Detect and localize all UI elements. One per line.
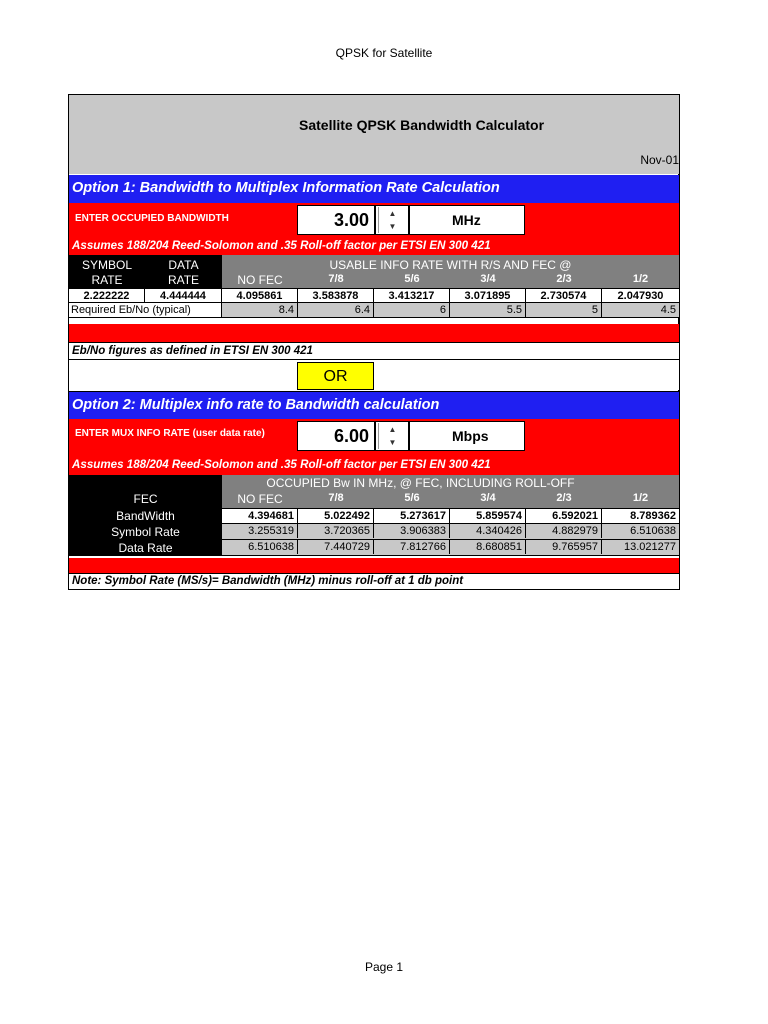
spinner-down-icon[interactable]: ▼ bbox=[378, 436, 406, 449]
bandwidth-input[interactable]: 3.00 bbox=[297, 205, 375, 235]
symbol-rate-header-line2: RATE bbox=[91, 273, 123, 287]
data-rate-row-cells bbox=[222, 540, 679, 556]
mux-rate-spinner[interactable] bbox=[375, 421, 409, 451]
option2-input-label: ENTER MUX INFO RATE (user data rate) bbox=[75, 428, 265, 439]
fec2-header-3-4: 3/4 bbox=[480, 492, 496, 504]
option2-header-right bbox=[222, 475, 679, 508]
option1-ebno-row bbox=[69, 303, 679, 318]
option1-title: Option 1: Bandwidth to Multiplex Information Rate Calculation bbox=[69, 175, 679, 203]
title-area bbox=[69, 95, 679, 174]
option1-footnote: Eb/No figures as defined in ETSI EN 300 421 bbox=[69, 342, 679, 359]
data-rate-7-8: 7.440729 bbox=[298, 540, 374, 554]
table-row bbox=[69, 524, 679, 540]
option2-input-row bbox=[69, 419, 679, 455]
fec-header-5-6: 5/6 bbox=[404, 273, 420, 285]
bandwidth-1-2: 8.789362 bbox=[630, 510, 676, 522]
bandwidth-spinner[interactable] bbox=[375, 205, 409, 235]
symbol-rate-7-8: 3.720365 bbox=[298, 524, 374, 538]
bandwidth-3-4: 5.859574 bbox=[450, 509, 526, 523]
date-label: Nov-01 bbox=[640, 153, 679, 167]
data-rate-3-4: 8.680851 bbox=[450, 540, 526, 554]
data-rate-2-3: 9.765957 bbox=[526, 540, 602, 554]
symbol-rate-5-6: 3.906383 bbox=[374, 524, 450, 538]
bandwidth-2-3: 6.592021 bbox=[526, 509, 602, 523]
usable-rate-1-2: 2.047930 bbox=[617, 290, 664, 302]
option1-assumption: Assumes 188/204 Reed-Solomon and .35 Roll-off factor per ETSI EN 300 421 bbox=[69, 237, 679, 255]
calculator-title: Satellite QPSK Bandwidth Calculator bbox=[299, 117, 545, 133]
symbol-rate-header-line1: SYMBOL bbox=[81, 258, 132, 272]
data-rate-row-label: Data Rate bbox=[69, 540, 222, 556]
ebno-label: Required Eb/No (typical) bbox=[69, 303, 222, 317]
ebno-nofec: 8.4 bbox=[222, 303, 298, 317]
usable-rate-7-8: 3.583878 bbox=[298, 289, 374, 303]
bandwidth-row-cells bbox=[222, 508, 679, 524]
data-rate-5-6: 7.812766 bbox=[374, 540, 450, 554]
data-rate-header-line2: RATE bbox=[167, 273, 200, 287]
option2-title: Option 2: Multiplex info rate to Bandwidth calculation bbox=[69, 391, 679, 419]
symbol-rate-row-cells bbox=[222, 524, 679, 540]
option1-input-row bbox=[69, 203, 679, 237]
fec-header-nofec: NO FEC bbox=[237, 273, 283, 287]
data-rate-value: 4.444444 bbox=[145, 289, 222, 303]
symbol-rate-1-2: 6.510638 bbox=[630, 525, 676, 537]
fec-header-1-2: 1/2 bbox=[632, 273, 649, 285]
symbol-rate-2-3: 4.882979 bbox=[526, 524, 602, 538]
table-row bbox=[69, 540, 679, 556]
fec-header-3-4: 3/4 bbox=[480, 273, 496, 285]
option1-input-label: ENTER OCCUPIED BANDWIDTH bbox=[75, 213, 229, 224]
occupied-bw-group-header: OCCUPIED Bw IN MHz, @ FEC, INCLUDING ROLL-OFF bbox=[266, 476, 575, 490]
usable-rate-5-6: 3.413217 bbox=[374, 289, 450, 303]
option2-red-band bbox=[69, 558, 679, 573]
mux-rate-input[interactable]: 6.00 bbox=[297, 421, 375, 451]
page-header: QPSK for Satellite bbox=[335, 46, 433, 60]
spinner-up-icon[interactable]: ▲ bbox=[378, 207, 406, 220]
or-label: OR bbox=[297, 362, 374, 390]
option1-header-right bbox=[222, 255, 679, 288]
ebno-2-3: 5 bbox=[526, 303, 602, 317]
usable-rate-3-4: 3.071895 bbox=[450, 289, 526, 303]
fec2-header-1-2: 1/2 bbox=[632, 492, 649, 504]
fec2-header-7-8: 7/8 bbox=[328, 492, 344, 504]
data-rate-nofec: 6.510638 bbox=[222, 540, 298, 554]
bandwidth-unit: MHz bbox=[409, 205, 525, 235]
bandwidth-7-8: 5.022492 bbox=[298, 509, 374, 523]
option2-note: Note: Symbol Rate (MS/s)= Bandwidth (MHz) minus roll-off at 1 db point bbox=[69, 573, 679, 589]
or-separator-row bbox=[69, 359, 679, 390]
bandwidth-nofec: 4.394681 bbox=[222, 509, 298, 523]
ebno-3-4: 5.5 bbox=[450, 303, 526, 317]
data-rate-header-line1: DATA bbox=[168, 258, 199, 272]
ebno-5-6: 6 bbox=[374, 303, 450, 317]
ebno-7-8: 6.4 bbox=[298, 303, 374, 317]
symbol-rate-nofec: 3.255319 bbox=[222, 524, 298, 538]
spinner-down-icon[interactable]: ▼ bbox=[378, 220, 406, 233]
fec-header-7-8: 7/8 bbox=[328, 273, 344, 285]
usable-rate-group-header: USABLE INFO RATE WITH R/S AND FEC @ bbox=[329, 258, 572, 272]
usable-rate-nofec: 4.095861 bbox=[222, 289, 298, 303]
bandwidth-5-6: 5.273617 bbox=[374, 509, 450, 523]
option1-values-row bbox=[69, 288, 679, 303]
symbol-rate-value: 2.222222 bbox=[69, 289, 145, 303]
option1-red-band bbox=[69, 324, 679, 342]
fec2-header-2-3: 2/3 bbox=[556, 492, 572, 504]
fec2-header-nofec: NO FEC bbox=[237, 492, 283, 506]
fec2-header-5-6: 5/6 bbox=[404, 492, 420, 504]
bandwidth-row-label: BandWidth bbox=[69, 508, 222, 524]
fec-header-2-3: 2/3 bbox=[556, 273, 572, 285]
page-footer: Page 1 bbox=[364, 960, 404, 974]
mux-rate-unit: Mbps bbox=[409, 421, 525, 451]
symbol-rate-3-4: 4.340426 bbox=[450, 524, 526, 538]
spinner-up-icon[interactable]: ▲ bbox=[378, 423, 406, 436]
option1-header-left bbox=[69, 255, 222, 288]
fec-label: FEC bbox=[133, 492, 158, 506]
data-rate-1-2: 13.021277 bbox=[624, 541, 676, 553]
usable-rate-2-3: 2.730574 bbox=[526, 289, 602, 303]
calculator-sheet bbox=[68, 94, 680, 590]
option2-assumption: Assumes 188/204 Reed-Solomon and .35 Roll-off factor per ETSI EN 300 421 bbox=[69, 455, 679, 475]
ebno-1-2: 4.5 bbox=[602, 303, 679, 317]
symbol-rate-row-label: Symbol Rate bbox=[69, 524, 222, 540]
table-row bbox=[69, 508, 679, 524]
